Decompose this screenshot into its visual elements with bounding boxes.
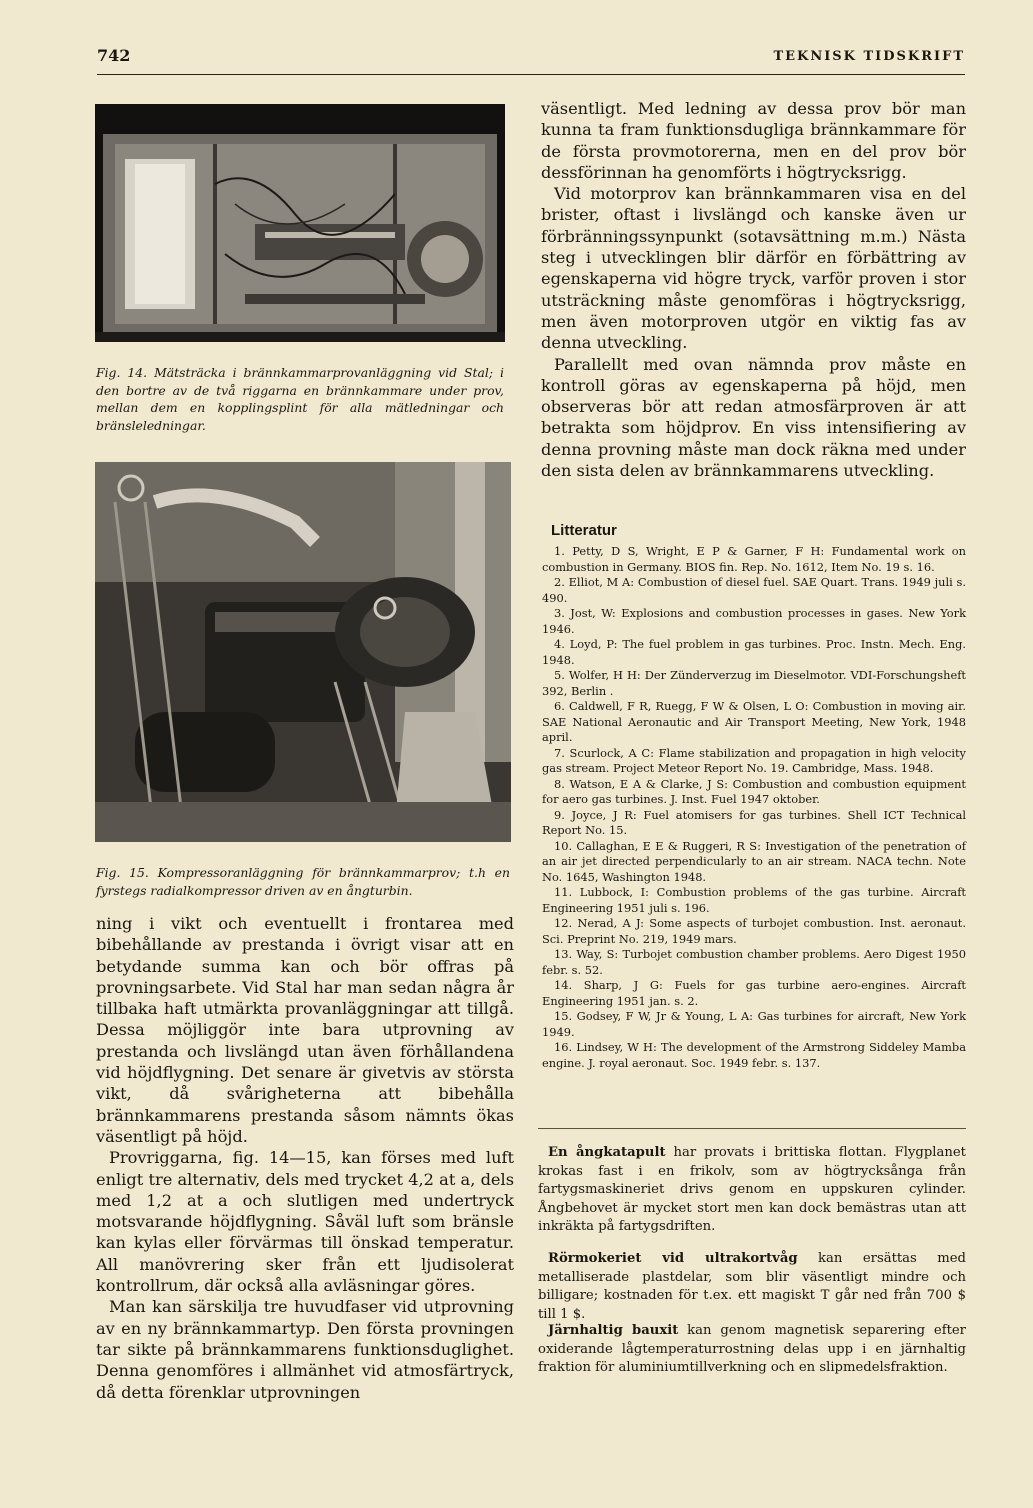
reference-item: 11. Lubbock, I: Combustion problems of the gas turbine. Aircraft Engineering 1951 juli s. 196. [542,885,966,915]
reference-item: 9. Joyce, J R: Fuel atomisers for gas turbines. Shell ICT Technical Report No. 15. [542,807,966,837]
reference-item: 10. Callaghan, E E & Ruggeri, R S: Investigation of the penetration of an air jet directed perpendicularly to an air stream. NACA techn. Note No. 1645, Washington 1948. [542,838,966,884]
page-number: 742 [97,46,131,65]
literature-heading: Litteratur [551,522,617,539]
reference-item: 3. Jost, W: Explosions and combustion processes in gases. New York 1946. [542,606,966,636]
reference-item: 13. Way, S: Turbojet combustion chamber problems. Aero Digest 1950 febr. s. 52. [542,947,966,977]
news-note [538,1144,966,1237]
reference-item: 15. Godsey, F W, Jr & Young, L A: Gas turbines for aircraft, New York 1949. [542,1009,966,1039]
figure-15-caption: Fig. 15. Kompressoranläggning för brännkammarprov; t.h en fyrstegs radialkompressor driven av en ångturbin. [96,865,510,898]
paragraph: Parallellt med ovan nämnda prov måste en kontroll göras av egenskaperna på höjd, men observeras bör att redan atmosfärproven är att betrakta som höjdprov. En viss intensifiering av denna provning måste man dock räkna med under den sista delen av brännkammarens utveckling. [541,354,966,481]
reference-item: 12. Nerad, A J: Some aspects of turbojet combustion. Inst. aeronaut. Sci. Preprint No. 219, 1949 mars. [542,916,966,946]
note-lead: Rörmokeriet vid ultrakortvåg [548,1251,798,1266]
reference-item: 16. Lindsey, W H: The development of the Armstrong Siddeley Mamba engine. J. royal aeronaut. Soc. 1949 febr. s. 137. [542,1040,966,1070]
figure-15-graphic [95,462,511,842]
reference-item: 2. Elliot, M A: Combustion of diesel fuel. SAE Quart. Trans. 1949 juli s. 490. [542,575,966,605]
figure-15-photo [95,462,511,842]
note-lead: En ångkatapult [548,1145,666,1160]
paragraph: ning i vikt och eventuellt i frontarea med bibehållande av prestanda i övrigt visar att en betydande summa kan och bör offras på provningsarbete. Vid Stal har man sedan några år tillbaka haft utmärkta provanläggningar att tillgå. Dessa möjliggör inte bara utprovning av prestanda och livslängd utan även förhållandena vid höjdflygning. Det senare är givetvis av största vikt, då svårigheterna att bibehålla brännkammarens prestanda såsom nämnts ökas väsentligt på höjd. [96,914,514,1146]
notes-divider [538,1128,966,1129]
right-column-text [541,98,966,481]
note-text: kan genom magnetisk separering efter oxiderande lågtemperaturrostning delas upp i en järnhaltig fraktion för aluminiumtillverkning och en slipmedelsfraktion. [538,1323,966,1375]
paragraph: Man kan särskilja tre huvudfaser vid utprovning av en ny brännkammartyp. Den första provningen tar sikte på brännkammarens funktionsduglighet. Denna genomföres i allmänhet vid atmosfärtryck, då detta förenklar utprovningen [96,1297,514,1402]
left-column-text [96,913,514,1403]
journal-title: TEKNISK TIDSKRIFT [773,49,965,64]
news-note [538,1322,966,1378]
reference-item: 4. Loyd, P: The fuel problem in gas turbines. Proc. Instn. Mech. Eng. 1948. [542,637,966,667]
reference-item: 7. Scurlock, A C: Flame stabilization and propagation in high velocity gas stream. Project Meteor Report No. 19. Cambridge, Mass. 1948. [542,745,966,775]
header-rule [97,74,965,75]
note-text: kan ersättas med metalliserade plastdelar, som blir väsentligt mindre och billigare; kostnaden för t.ex. ett magiskt T går ned från 700 $ till 1 $. [538,1251,966,1322]
paragraph: väsentligt. Med ledning av dessa prov bör man kunna ta fram funktionsdugliga brännkammare för de första provmotorerna, men en del prov bör dessförinnan ha genomförts i högtrycksrigg. [541,99,966,182]
reference-item: 8. Watson, E A & Clarke, J S: Combustion and combustion equipment for aero gas turbines. J. Inst. Fuel 1947 oktober. [542,776,966,806]
reference-item: 6. Caldwell, F R, Ruegg, F W & Olsen, L O: Combustion in moving air. SAE National Aeronautic and Air Transport Meeting, New York, 1948 april. [542,699,966,744]
reference-item: 5. Wolfer, H H: Der Zünderverzug im Dieselmotor. VDI-Forschungsheft 392, Berlin . [542,668,966,698]
paragraph: Provriggarna, fig. 14—15, kan förses med luft enligt tre alternativ, dels med trycket 4,2 at a, dels med 1,2 at a och slutligen med undertryck motsvarande höjdflygning. Såväl luft som bränsle kan kylas eller förvärmas till önskad temperatur. All manövrering sker från ett ljudisolerat kontrollrum, där också alla avläsningar göres. [96,1148,514,1296]
note-lead: Järnhaltig bauxit [548,1323,679,1338]
figure-14-graphic [95,104,505,342]
news-note [538,1250,966,1324]
reference-item: 14. Sharp, J G: Fuels for gas turbine aero-engines. Aircraft Engineering 1951 jan. s. 2. [542,978,966,1008]
figure-14-photo [95,104,505,342]
reference-item: 1. Petty, D S, Wright, E P & Garner, F H: Fundamental work on combustion in Germany. BIOS fin. Rep. No. 1612, Item No. 19 s. 16. [542,544,966,574]
reference-list [542,544,966,1071]
paragraph: Vid motorprov kan brännkammaren visa en del brister, oftast i livslängd och kanske även ur förbränningssynpunkt (sotavsättning m.m.) Nästa steg i utvecklingen blir därför en förbättring av egenskaperna vid högre tryck, varför proven i stor utsträckning måste genomföras i högtrycksrigg, men även motorproven utgör en viktig fas av denna utveckling. [541,184,966,353]
note-text: har provats i brittiska flottan. Flygplanet krokas fast i en frikolv, som av högtrycksånga från fartygsmaskineriet drivs genom en uppskuren cylinder. Ångbehovet är mycket stort men kan dock bemästras utan att inkräkta på fartygsdriften. [538,1145,966,1234]
figure-14-caption: Fig. 14. Mätsträcka i brännkammarprovanläggning vid Stal; i den bortre av de två riggarna en brännkammare under prov, mellan dem en kopplingsplint för alla mätledningar och bränsleledningar. [96,365,504,433]
